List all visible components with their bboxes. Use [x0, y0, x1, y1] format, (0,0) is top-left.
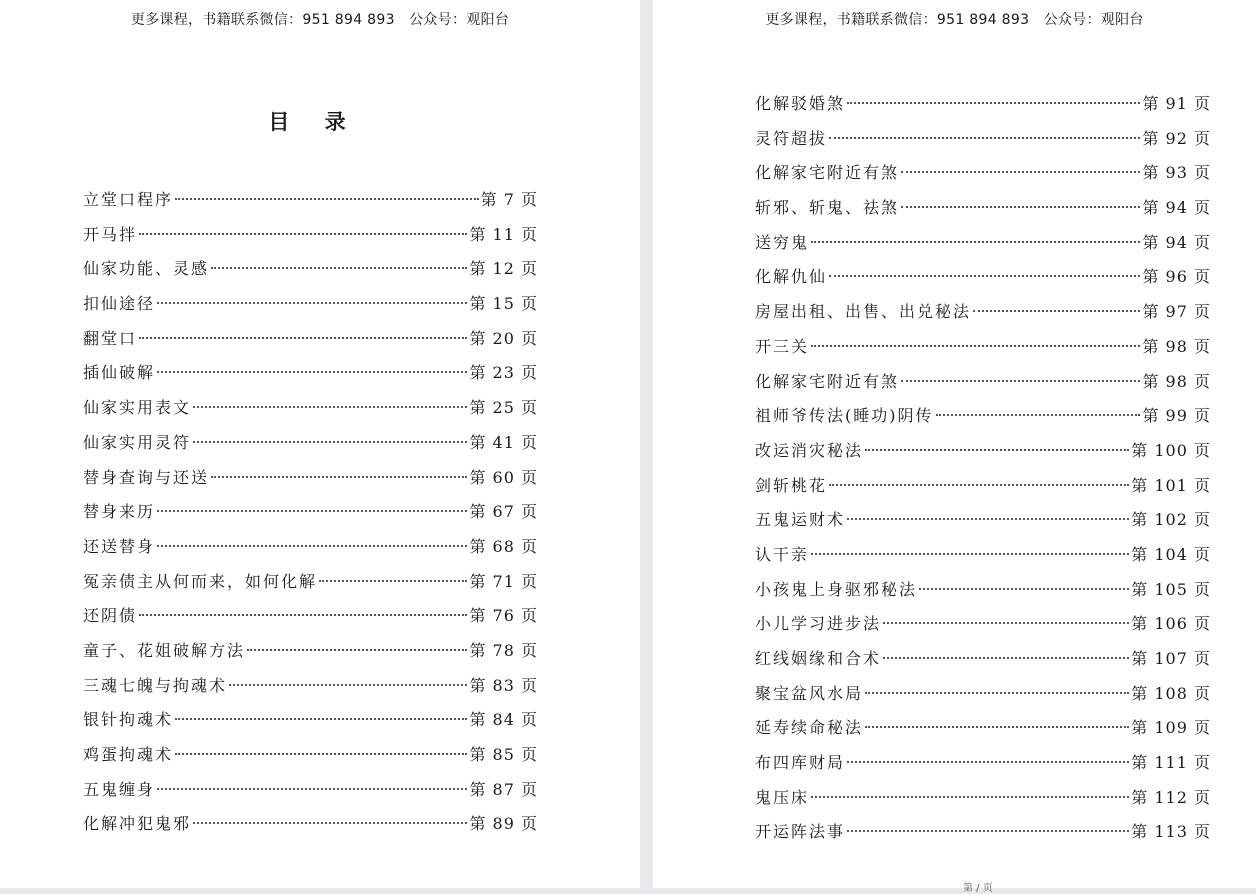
- toc-entry-title: 房屋出租、出售、出兑秘法: [755, 302, 972, 322]
- toc-entry-page: 第 92 页: [1142, 128, 1211, 148]
- toc-entry-page: 第 104 页: [1131, 544, 1211, 564]
- toc-entry-page: 第 68 页: [469, 536, 538, 556]
- toc-entry-title: 仙家实用表文: [83, 398, 192, 418]
- toc-entry[interactable]: [83, 326, 538, 361]
- toc-entry-title: 翻堂口: [83, 328, 138, 348]
- toc-leader-dots: [157, 544, 467, 547]
- toc-leader-dots: [247, 648, 467, 651]
- toc-leader-dots: [847, 829, 1129, 832]
- toc-entry-page: 第 94 页: [1142, 232, 1211, 252]
- toc-entry[interactable]: [83, 569, 538, 604]
- toc-entry-page: 第 106 页: [1131, 614, 1211, 634]
- toc-entry[interactable]: [755, 750, 1211, 785]
- toc-leader-dots: [829, 274, 1140, 277]
- toc-entry-page: 第 20 页: [469, 328, 538, 348]
- toc-leader-dots: [157, 509, 467, 512]
- toc-entry-title: 小孩鬼上身驱邪秘法: [755, 579, 918, 599]
- toc-entry-page: 第 98 页: [1142, 336, 1211, 356]
- toc-entry-title: 开马拌: [83, 224, 138, 244]
- toc-entry-page: 第 15 页: [469, 294, 538, 314]
- toc-entry-title: 银针拘魂术: [83, 710, 174, 730]
- toc-leader-dots: [157, 301, 467, 304]
- toc-entry[interactable]: [83, 291, 538, 326]
- toc-leader-dots: [319, 579, 467, 582]
- toc-entry-title: 小儿学习进步法: [755, 614, 882, 634]
- toc-entry-title: 还送替身: [83, 536, 156, 556]
- toc-entry-page: 第 94 页: [1142, 198, 1211, 218]
- toc-entry-title: 替身查询与还送: [83, 467, 210, 487]
- toc-entry-title: 化解家宅附近有煞: [755, 371, 900, 391]
- toc-entry-title: 改运消灾秘法: [755, 440, 864, 460]
- toc-entry-title: 开三关: [755, 336, 810, 356]
- toc-entry[interactable]: [755, 785, 1211, 820]
- toc-leader-dots: [139, 232, 467, 235]
- toc-entry-title: 延寿续命秘法: [755, 718, 864, 738]
- toc-entry-page: 第 83 页: [469, 675, 538, 695]
- toc-list-right: [755, 91, 1211, 854]
- toc-list-left: [83, 187, 538, 846]
- toc-leader-dots: [811, 344, 1140, 347]
- toc-entry[interactable]: [755, 473, 1211, 508]
- toc-entry[interactable]: [83, 603, 538, 638]
- toc-leader-dots: [811, 552, 1129, 555]
- toc-entry-page: 第 76 页: [469, 606, 538, 626]
- toc-leader-dots: [157, 370, 467, 373]
- toc-leader-dots: [139, 336, 467, 339]
- toc-entry-title: 冤亲债主从何而来，如何化解: [83, 571, 318, 591]
- toc-entry-title: 仙家实用灵符: [83, 432, 192, 452]
- toc-entry-title: 化解仇仙: [755, 267, 828, 287]
- toc-entry[interactable]: [83, 360, 538, 395]
- toc-entry-title: 扣仙途径: [83, 294, 156, 314]
- toc-entry[interactable]: [755, 646, 1211, 681]
- toc-entry-page: 第 108 页: [1131, 683, 1211, 703]
- toc-entry-page: 第 96 页: [1142, 267, 1211, 287]
- page-header: 更多课程，书籍联系微信：951 894 893 公众号：观阳台: [765, 12, 1144, 28]
- toc-entry-page: 第 112 页: [1131, 787, 1211, 807]
- toc-entry-page: 第 71 页: [469, 571, 538, 591]
- toc-entry-page: 第 111 页: [1131, 753, 1211, 773]
- toc-entry[interactable]: [755, 403, 1211, 438]
- toc-entry[interactable]: [755, 91, 1211, 126]
- toc-entry-title: 祖师爷传法(睡功)阴传: [755, 406, 934, 426]
- toc-entry-title: 灵符超拔: [755, 128, 828, 148]
- toc-leader-dots: [157, 787, 467, 790]
- toc-entry-title: 立堂口程序: [83, 190, 174, 209]
- toc-entry[interactable]: [83, 395, 538, 430]
- page-footer: 第 / 页: [963, 883, 993, 894]
- toc-entry-title: 仙家功能、灵感: [83, 259, 210, 279]
- toc-entry-page: 第 107 页: [1131, 649, 1211, 668]
- toc-leader-dots: [936, 413, 1141, 416]
- toc-entry[interactable]: [83, 256, 538, 291]
- toc-leader-dots: [847, 517, 1129, 520]
- toc-entry-title: 斩邪、斩鬼、祛煞: [755, 198, 900, 218]
- toc-leader-dots: [175, 752, 467, 755]
- toc-entry[interactable]: [83, 673, 538, 708]
- toc-entry-page: 第 85 页: [469, 745, 538, 764]
- toc-entry-page: 第 41 页: [469, 432, 538, 452]
- toc-entry-page: 第 23 页: [469, 363, 538, 383]
- toc-leader-dots: [865, 448, 1129, 451]
- toc-entry[interactable]: [755, 507, 1211, 542]
- toc-entry-page: 第 60 页: [469, 467, 538, 487]
- page-header: 更多课程，书籍联系微信：951 894 893 公众号：观阳台: [130, 12, 510, 28]
- toc-entry-page: 第 113 页: [1131, 822, 1211, 842]
- toc-entry-page: 第 99 页: [1142, 406, 1211, 426]
- toc-leader-dots: [865, 725, 1129, 728]
- toc-leader-dots: [811, 240, 1140, 243]
- toc-entry[interactable]: [755, 369, 1211, 404]
- toc-entry[interactable]: [755, 715, 1211, 750]
- toc-entry-title: 插仙破解: [83, 363, 156, 383]
- toc-entry[interactable]: [83, 534, 538, 569]
- toc-entry-title: 还阴债: [83, 606, 138, 626]
- toc-entry-title: 化解家宅附近有煞: [755, 163, 900, 183]
- toc-entry-page: 第 89 页: [469, 814, 538, 834]
- toc-entry[interactable]: [83, 707, 538, 742]
- toc-entry-page: 第 98 页: [1142, 371, 1211, 391]
- toc-leader-dots: [847, 760, 1129, 763]
- toc-entry[interactable]: [755, 542, 1211, 577]
- toc-entry-title: 五鬼运财术: [755, 510, 846, 530]
- toc-entry-title: 化解冲犯鬼邪: [83, 814, 192, 834]
- toc-leader-dots: [847, 101, 1140, 104]
- toc-entry-title: 布四库财局: [755, 753, 846, 773]
- toc-entry-page: 第 91 页: [1142, 94, 1211, 113]
- toc-leader-dots: [229, 683, 467, 686]
- toc-entry-page: 第 101 页: [1131, 475, 1211, 495]
- toc-leader-dots: [901, 170, 1140, 173]
- toc-leader-dots: [139, 613, 467, 616]
- toc-entry-page: 第 105 页: [1131, 579, 1211, 599]
- toc-entry[interactable]: [83, 638, 538, 673]
- toc-entry-page: 第 25 页: [469, 398, 538, 418]
- toc-entry[interactable]: [755, 126, 1211, 161]
- toc-entry-page: 第 11 页: [469, 224, 538, 244]
- toc-leader-dots: [865, 691, 1129, 694]
- toc-leader-dots: [193, 821, 467, 824]
- toc-leader-dots: [193, 440, 467, 443]
- toc-leader-dots: [211, 266, 467, 269]
- toc-entry-page: 第 78 页: [469, 640, 538, 660]
- toc-entry[interactable]: [83, 742, 538, 777]
- toc-entry-page: 第 87 页: [469, 779, 538, 799]
- toc-entry-page: 第 102 页: [1131, 510, 1211, 530]
- toc-leader-dots: [211, 475, 467, 478]
- toc-entry-page: 第 100 页: [1131, 440, 1211, 460]
- toc-entry-page: 第 93 页: [1142, 163, 1211, 183]
- toc-entry-page: 第 97 页: [1142, 302, 1211, 322]
- toc-entry-title: 剑斩桃花: [755, 475, 828, 495]
- toc-leader-dots: [811, 795, 1129, 798]
- toc-entry-title: 鸡蛋拘魂术: [83, 745, 174, 764]
- toc-entry-title: 化解驳婚煞: [755, 94, 846, 113]
- toc-entry-page: 第 84 页: [469, 710, 538, 730]
- toc-entry-title: 送穷鬼: [755, 232, 810, 252]
- toc-entry[interactable]: [755, 230, 1211, 265]
- toc-entry[interactable]: [83, 222, 538, 257]
- toc-entry-title: 红线姻缘和合术: [755, 649, 882, 668]
- toc-entry[interactable]: [755, 438, 1211, 473]
- toc-entry-page: 第 12 页: [469, 259, 538, 279]
- toc-entry[interactable]: [83, 465, 538, 500]
- toc-leader-dots: [175, 717, 467, 720]
- toc-leader-dots: [901, 205, 1140, 208]
- toc-entry[interactable]: [755, 334, 1211, 369]
- toc-leader-dots: [829, 136, 1140, 139]
- toc-entry[interactable]: [83, 430, 538, 465]
- toc-entry-title: 童子、花姐破解方法: [83, 640, 246, 660]
- toc-entry-title: 鬼压床: [755, 787, 810, 807]
- toc-entry-title: 三魂七魄与拘魂术: [83, 675, 228, 695]
- toc-heading: 目 录: [268, 110, 360, 134]
- toc-leader-dots: [829, 483, 1129, 486]
- toc-entry[interactable]: [755, 577, 1211, 612]
- toc-leader-dots: [883, 656, 1129, 659]
- toc-leader-dots: [175, 197, 479, 200]
- toc-entry[interactable]: [755, 611, 1211, 646]
- toc-leader-dots: [901, 379, 1140, 382]
- toc-entry-title: 替身来历: [83, 502, 156, 522]
- toc-entry[interactable]: [755, 264, 1211, 299]
- toc-entry[interactable]: [83, 811, 538, 846]
- toc-leader-dots: [193, 405, 467, 408]
- toc-entry-title: 开运阵法事: [755, 822, 846, 842]
- toc-entry[interactable]: [755, 195, 1211, 230]
- toc-entry[interactable]: [755, 160, 1211, 195]
- toc-entry[interactable]: [83, 187, 538, 222]
- toc-entry-page: 第 7 页: [480, 190, 538, 209]
- toc-entry[interactable]: [755, 299, 1211, 334]
- toc-entry-page: 第 67 页: [469, 502, 538, 522]
- toc-leader-dots: [973, 309, 1140, 312]
- toc-entry-page: 第 109 页: [1131, 718, 1211, 738]
- toc-leader-dots: [919, 587, 1129, 590]
- toc-entry-title: 五鬼缠身: [83, 779, 156, 799]
- toc-entry-title: 认干亲: [755, 544, 810, 564]
- toc-entry[interactable]: [755, 819, 1211, 854]
- toc-leader-dots: [883, 621, 1129, 624]
- toc-entry[interactable]: [83, 499, 538, 534]
- toc-entry-title: 聚宝盆风水局: [755, 683, 864, 703]
- toc-entry[interactable]: [83, 777, 538, 812]
- toc-entry[interactable]: [755, 681, 1211, 716]
